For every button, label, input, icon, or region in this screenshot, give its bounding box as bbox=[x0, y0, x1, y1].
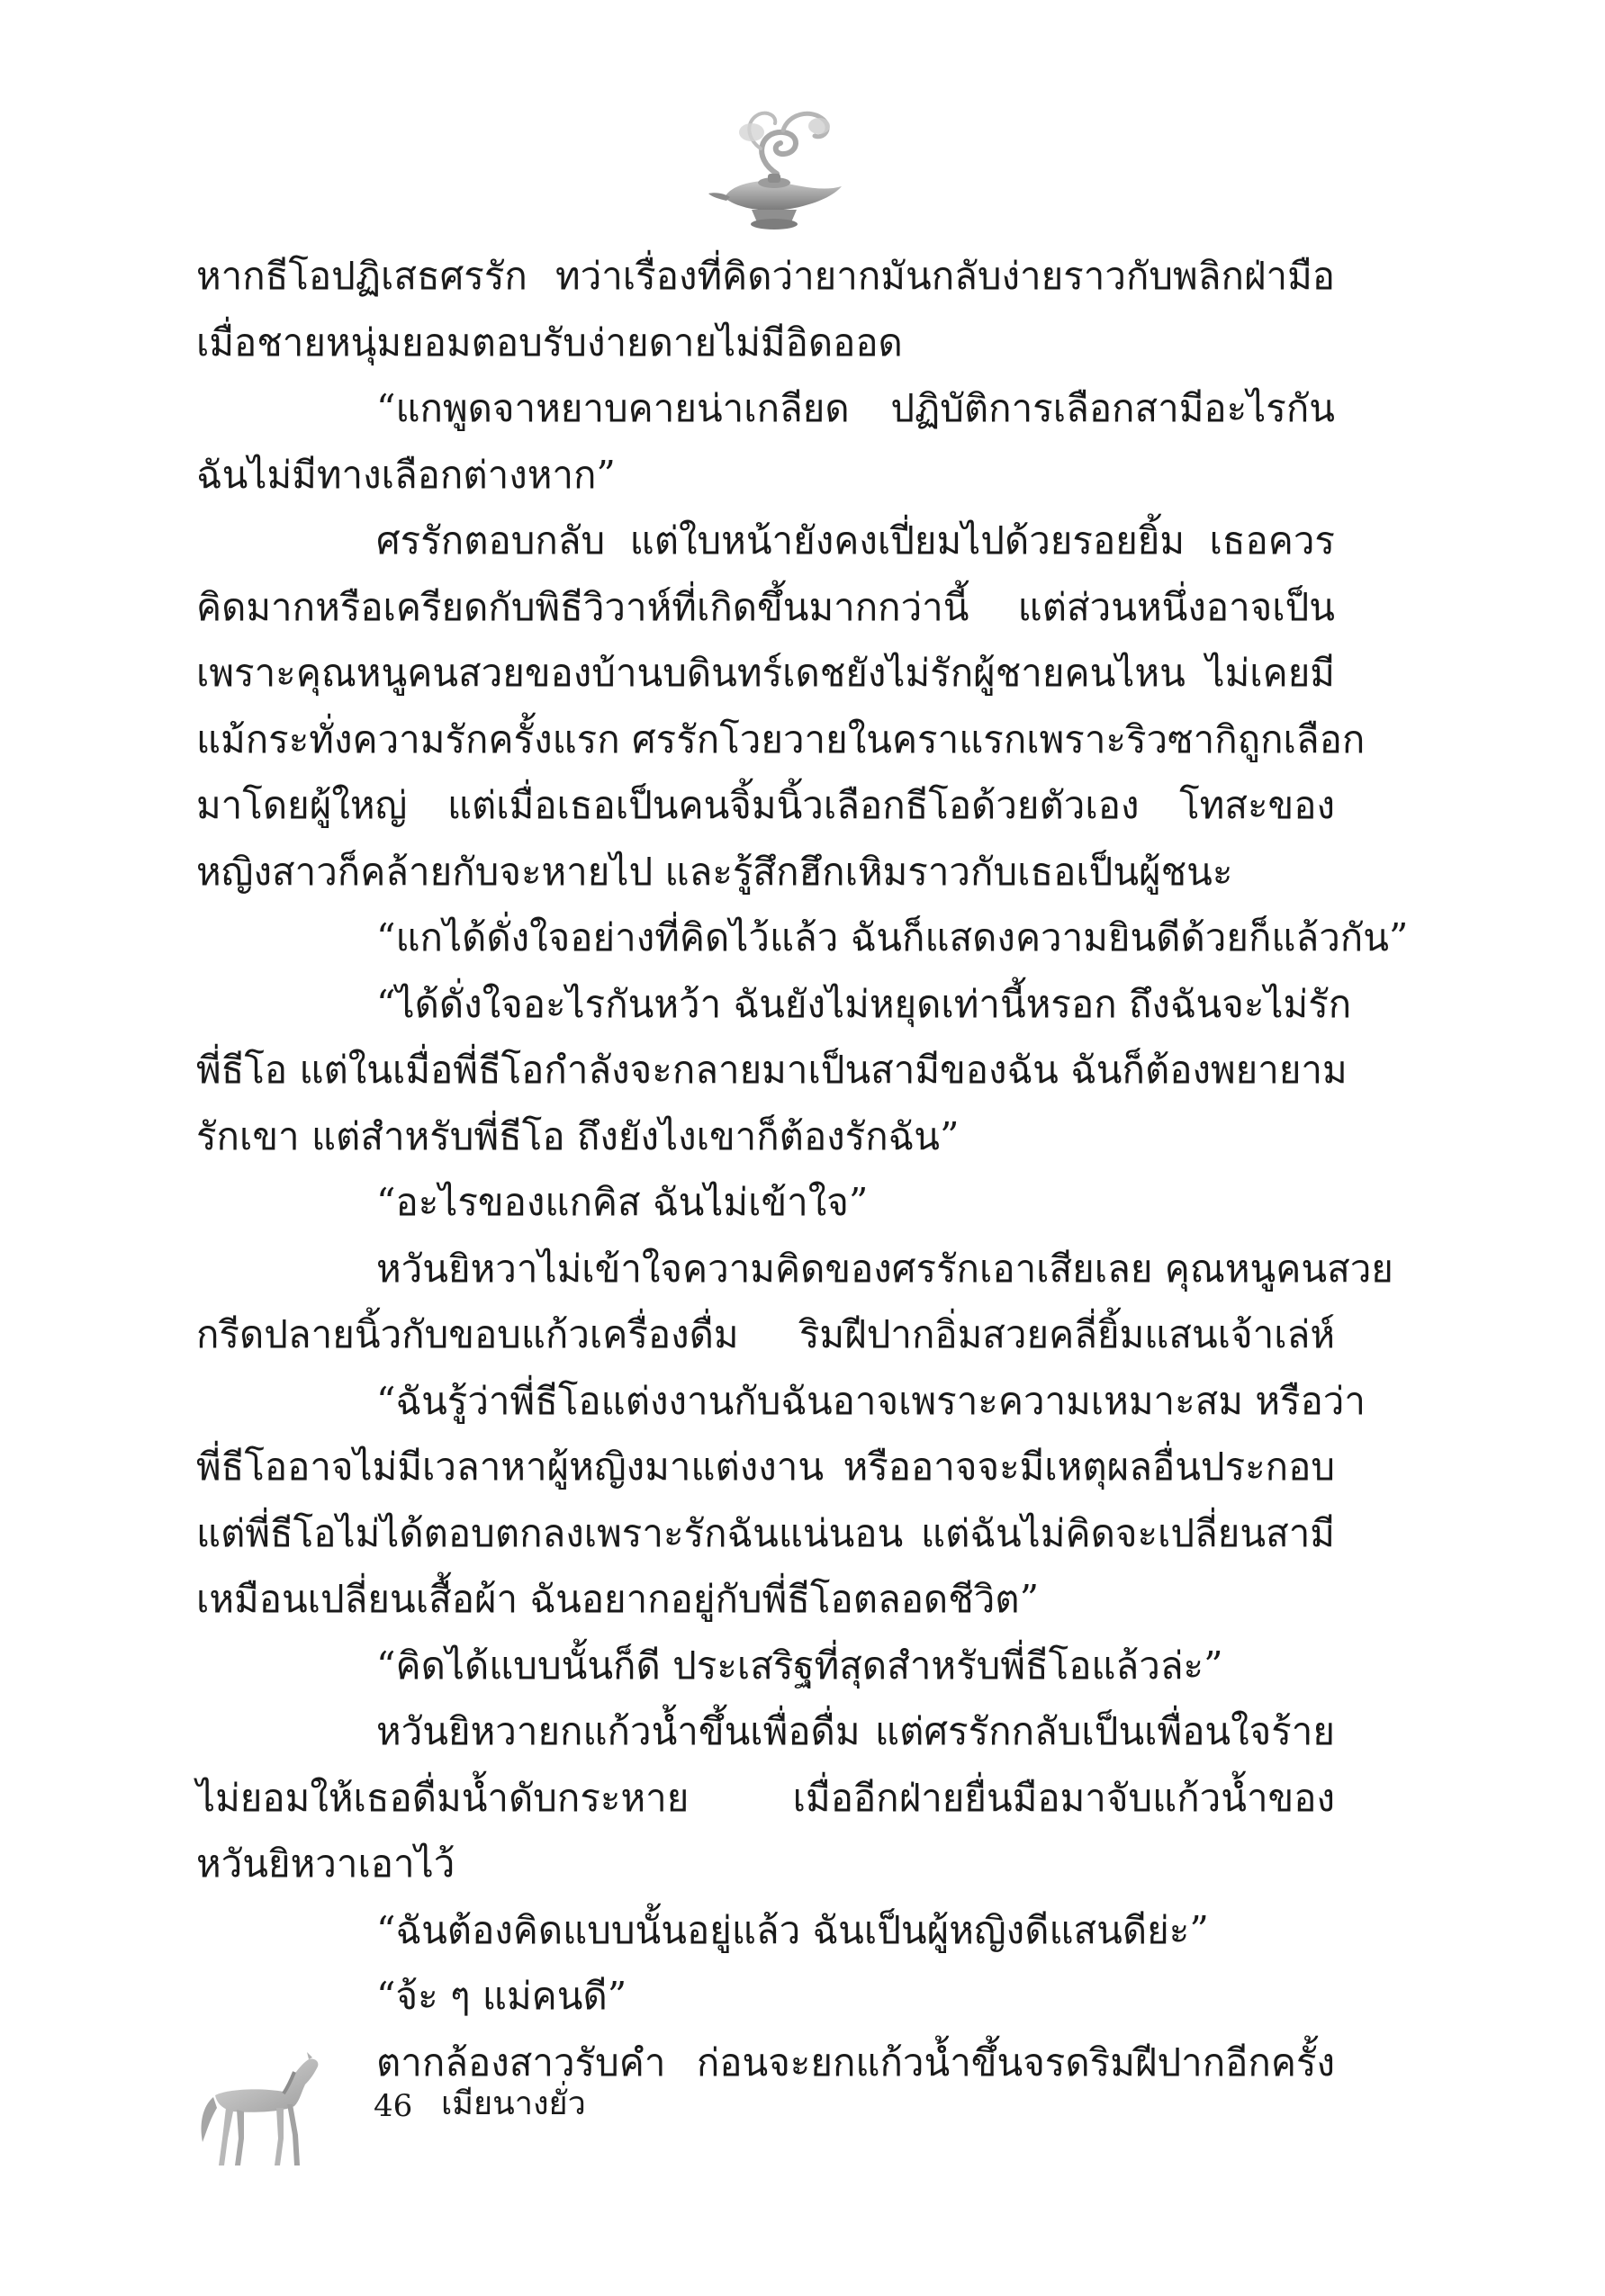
text-line: “ฉันต้องคิดแบบนั้นอยู่แล้ว ฉันเป็นผู้หญิงดีแสนดีย่ะ” bbox=[376, 1907, 1209, 1952]
horse-icon bbox=[194, 2052, 329, 2174]
text-line: พี่ธีโอ แต่ในเมื่อพี่ธีโอกำลังจะกลายมาเป็นสามีของฉัน ฉันก็ต้องพยายาม bbox=[196, 1048, 1348, 1092]
text-line: หวันยิหวาไม่เข้าใจความคิดของศรรักเอาเสียเลย คุณหนูคนสวย bbox=[376, 1246, 1393, 1291]
text-line: “แกพูดจาหยาบคายน่าเกลียด ปฏิบัติการเลือกสามีอะไรกัน bbox=[376, 386, 1335, 430]
text-line: เหมือนเปลี่ยนเสื้อผ้า ฉันอยากอยู่กับพี่ธีโอตลอดชีวิต” bbox=[196, 1577, 1040, 1621]
text-line: “จ้ะ ๆ แม่คนดี” bbox=[376, 1974, 627, 2018]
book-title: เมียนางยั่ว bbox=[441, 2085, 586, 2122]
text-line: “แกได้ดั่งใจอย่างที่คิดไว้แล้ว ฉันก็แสดงความยินดีด้วยก็แล้วกัน” bbox=[376, 915, 1409, 959]
text-line: คิดมากหรือเครียดกับพิธีวิวาห์ที่เกิดขึ้นมากกว่านี้ แต่ส่วนหนึ่งอาจเป็น bbox=[196, 584, 1335, 629]
text-line: หญิงสาวก็คล้ายกับจะหายไป และรู้สึกฮึกเหิมราวกับเธอเป็นผู้ชนะ bbox=[196, 849, 1233, 894]
text-line: แต่พี่ธีโอไม่ได้ตอบตกลงเพราะรักฉันแน่นอน แต่ฉันไม่คิดจะเปลี่ยนสามี bbox=[196, 1510, 1335, 1555]
text-line: “คิดได้แบบนั้นก็ดี ประเสริฐที่สุดสำหรับพี่ธีโอแล้วล่ะ” bbox=[376, 1643, 1223, 1688]
text-line: ฉันไม่มีทางเลือกต่างหาก” bbox=[196, 452, 616, 497]
text-line: มาโดยผู้ใหญ่ แต่เมื่อเธอเป็นคนจิ้มนิ้วเลือกธีโอด้วยตัวเอง โทสะของ bbox=[196, 783, 1335, 827]
horse-graphic bbox=[194, 2052, 329, 2174]
text-line: กรีดปลายนิ้วกับขอบแก้วเครื่องดื่ม ริมฝีปากอิ่มสวยคลี่ยิ้มแสนเจ้าเล่ห์ bbox=[196, 1312, 1335, 1356]
text-line: ตากล้องสาวรับคำ ก่อนจะยกแก้วน้ำขึ้นจรดริมฝีปากอีกครั้ง bbox=[376, 2039, 1335, 2084]
text-line: เพราะคุณหนูคนสวยของบ้านบดินทร์เดชยังไม่รักผู้ชายคนไหน ไม่เคยมี bbox=[196, 651, 1335, 695]
lamp-with-smoke-icon bbox=[698, 104, 851, 239]
text-line: พี่ธีโออาจไม่มีเวลาหาผู้หญิงมาแต่งงาน หรืออาจจะมีเหตุผลอื่นประกอบ bbox=[196, 1445, 1335, 1489]
text-line: “อะไรของแกคิส ฉันไม่เข้าใจ” bbox=[376, 1180, 869, 1224]
page-footer bbox=[194, 2052, 734, 2178]
story-text bbox=[196, 243, 1409, 2095]
text-line: “ฉันรู้ว่าพี่ธีโอแต่งงานกับฉันอาจเพราะความเหมาะสม หรือว่า bbox=[376, 1378, 1366, 1423]
text-line: เมื่อชายหนุ่มยอมตอบรับง่ายดายไม่มีอิดออด bbox=[196, 320, 903, 365]
text-line: ศรรักตอบกลับ แต่ใบหน้ายังคงเปี่ยมไปด้วยรอยยิ้ม เธอควร bbox=[376, 518, 1335, 563]
text-line: แม้กระทั่งความรักครั้งแรก ศรรักโวยวายในคราแรกเพราะริวซากิถูกเลือก bbox=[196, 716, 1366, 761]
lamp-ornament-graphic bbox=[698, 104, 851, 239]
page-number: 46 bbox=[374, 2088, 413, 2124]
text-line: หากธีโอปฏิเสธศรรัก ทว่าเรื่องที่คิดว่ายากมันกลับง่ายราวกับพลิกฝ่ามือ bbox=[196, 254, 1335, 298]
text-line: “ได้ดั่งใจอะไรกันหว้า ฉันยังไม่หยุดเท่านี้หรอก ถึงฉันจะไม่รัก bbox=[376, 981, 1352, 1026]
text-line: หวันยิหวายกแก้วน้ำขึ้นเพื่อดื่ม แต่ศรรักกลับเป็นเพื่อนใจร้าย bbox=[376, 1709, 1335, 1753]
text-line: รักเขา แต่สำหรับพี่ธีโอ ถึงยังไงเขาก็ต้องรักฉัน” bbox=[196, 1113, 960, 1158]
text-line: ไม่ยอมให้เธอดื่มน้ำดับกระหาย เมื่ออีกฝ่ายยื่นมือมาจับแก้วน้ำของ bbox=[196, 1775, 1335, 1820]
text-line: หวันยิหวาเอาไว้ bbox=[196, 1841, 455, 1886]
